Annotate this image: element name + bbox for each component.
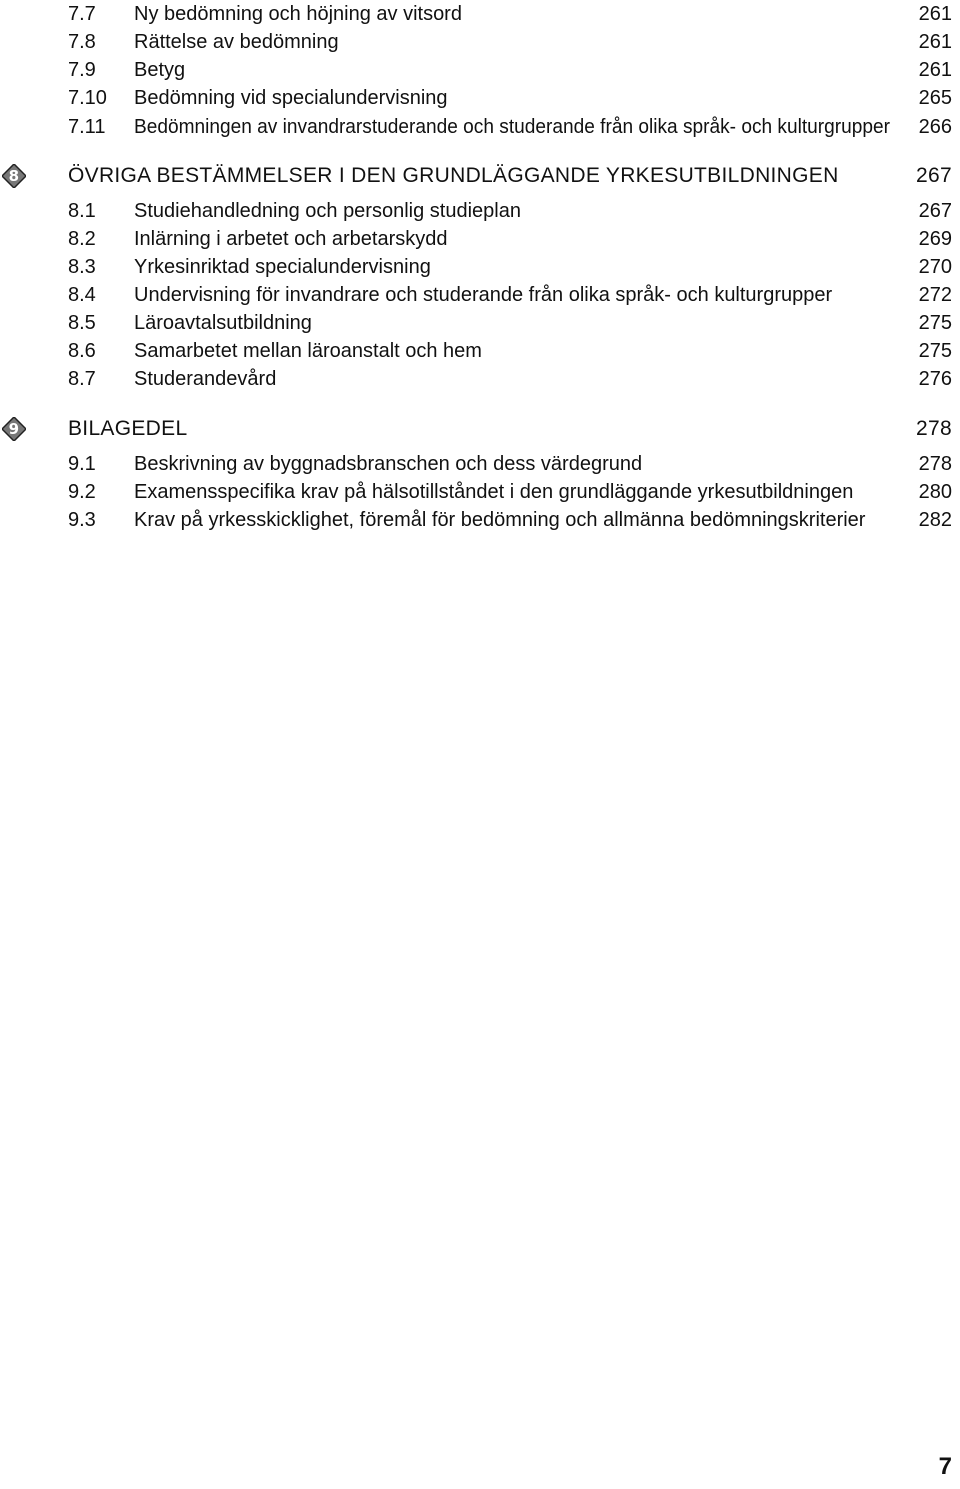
toc-entry-8-6[interactable]	[0, 337, 960, 365]
section-title: Studiehandledning och personlig studieplan	[134, 200, 521, 222]
toc-entry-8-7[interactable]	[0, 365, 960, 393]
toc-entry-9-1[interactable]	[0, 450, 960, 478]
toc-entry-8-3[interactable]	[0, 253, 960, 281]
page-number: 282	[918, 509, 952, 531]
section-number: 7.8	[68, 31, 96, 53]
section-title: Krav på yrkesskicklighet, föremål för bedömning och allmänna bedömningskriterier	[134, 509, 866, 531]
document-page-number: 7	[938, 1453, 952, 1480]
section-number: 9.1	[68, 453, 96, 475]
chapter-9-badge-icon	[2, 417, 26, 441]
section-title: Studerandevård	[134, 368, 277, 390]
section-title: Yrkesinriktad specialundervisning	[134, 256, 431, 278]
section-title: Examensspecifika krav på hälsotillståndet i den grundläggande yrkesutbildningen	[134, 481, 854, 503]
toc-entry-7-9[interactable]	[0, 56, 960, 84]
section-title: Betyg	[134, 59, 186, 81]
toc-entry-8-4[interactable]	[0, 281, 960, 309]
toc-entry-8-5[interactable]	[0, 309, 960, 337]
section-number: 7.10	[68, 87, 107, 109]
section-number: 8.6	[68, 340, 96, 362]
section-title: Bedömningen av invandrarstuderande och studerande från olika språk- och kulturgrupper	[134, 116, 890, 138]
section-number: 8.7	[68, 368, 96, 390]
page-number: 270	[918, 256, 952, 278]
section-title: Rättelse av bedömning	[134, 31, 339, 53]
toc-chapter-8[interactable]	[0, 161, 960, 191]
chapter-number: 9	[8, 420, 20, 438]
toc-entry-7-10[interactable]	[0, 84, 960, 112]
section-number: 9.3	[68, 509, 96, 531]
toc-chapter-9[interactable]	[0, 414, 960, 444]
page-number: 272	[918, 284, 952, 306]
section-number: 8.1	[68, 200, 96, 222]
section-title: Samarbetet mellan läroanstalt och hem	[134, 340, 482, 362]
page-number: 266	[918, 116, 952, 138]
section-title: Inlärning i arbetet och arbetarskydd	[134, 228, 448, 250]
page-number: 278	[918, 453, 952, 475]
page-number: 275	[918, 340, 952, 362]
section-number: 8.2	[68, 228, 96, 250]
section-number: 8.5	[68, 312, 96, 334]
toc-entry-7-8[interactable]	[0, 28, 960, 56]
toc-entry-9-2[interactable]	[0, 478, 960, 506]
chapter-title: ÖVRIGA BESTÄMMELSER I DEN GRUNDLÄGGANDE YRKESUTBILDNINGEN	[68, 164, 839, 187]
section-title: Läroavtalsutbildning	[134, 312, 312, 334]
section-number: 9.2	[68, 481, 96, 503]
page-number: 267	[916, 164, 952, 187]
section-number: 7.11	[68, 116, 106, 138]
page-number: 280	[918, 481, 952, 503]
page-number: 269	[918, 228, 952, 250]
chapter-8-badge-icon	[2, 164, 26, 188]
section-number: 8.4	[68, 284, 96, 306]
section-title: Ny bedömning och höjning av vitsord	[134, 3, 462, 25]
section-title: Beskrivning av byggnadsbranschen och dess värdegrund	[134, 453, 643, 475]
page-number: 275	[918, 312, 952, 334]
page-number: 276	[918, 368, 952, 390]
page-number: 261	[918, 3, 952, 25]
section-title: Bedömning vid specialundervisning	[134, 87, 448, 109]
page-number: 261	[918, 31, 952, 53]
toc-entry-9-3[interactable]	[0, 506, 960, 534]
toc-entry-7-11[interactable]	[0, 113, 960, 141]
section-number: 7.7	[68, 3, 96, 25]
toc-entry-8-1[interactable]	[0, 197, 960, 225]
page-number: 278	[916, 417, 952, 440]
toc-entry-8-2[interactable]	[0, 225, 960, 253]
page-number: 267	[918, 200, 952, 222]
page-number: 261	[918, 59, 952, 81]
chapter-title: BILAGEDEL	[68, 417, 188, 440]
section-number: 7.9	[68, 59, 96, 81]
chapter-number: 8	[8, 167, 20, 185]
toc-entry-7-7[interactable]	[0, 0, 960, 28]
section-number: 8.3	[68, 256, 96, 278]
section-title: Undervisning för invandrare och studerande från olika språk- och kulturgrupper	[134, 284, 833, 306]
page-number: 265	[918, 87, 952, 109]
